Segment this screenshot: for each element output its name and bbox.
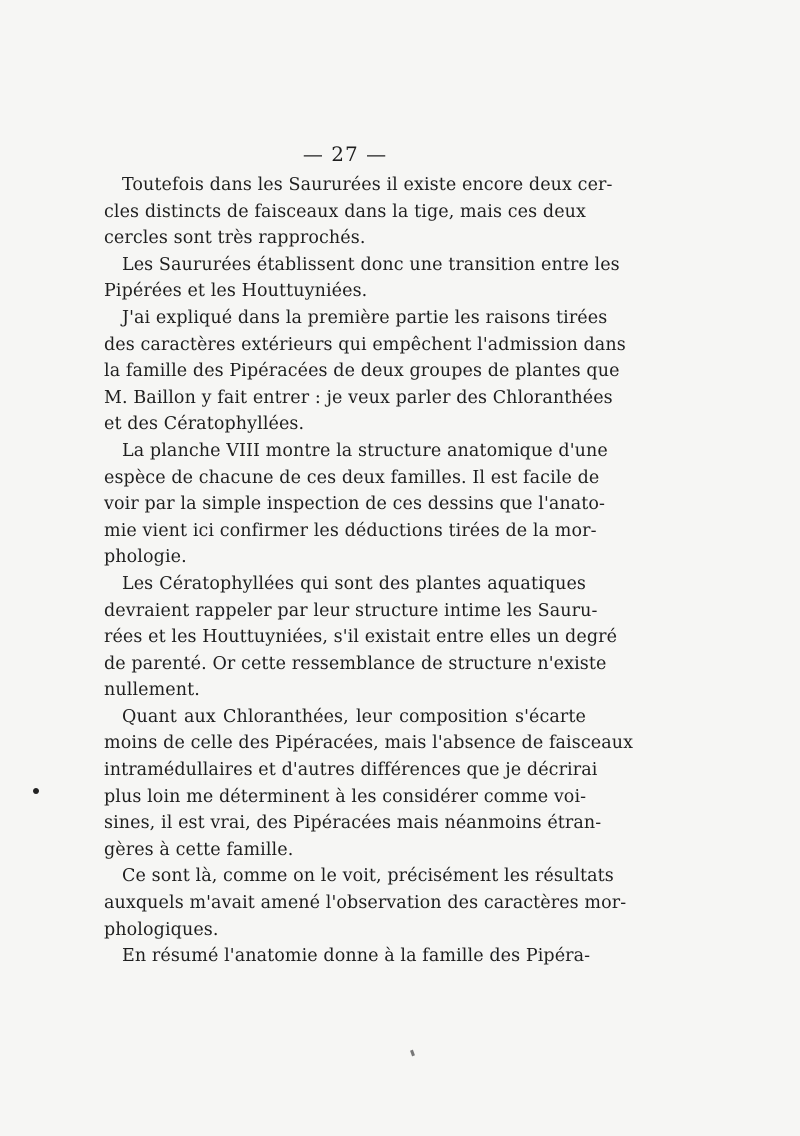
page-number: — 27 — bbox=[302, 142, 388, 166]
text-line: Quant aux Chloranthées, leur composition s'écarte bbox=[122, 706, 586, 727]
text-line: phologie. bbox=[104, 547, 187, 568]
text-line: et des Cératophyllées. bbox=[104, 414, 305, 435]
text-line: Les Saururées établissent donc une transition entre les bbox=[122, 254, 620, 275]
text-line: plus loin me déterminent à les considérer comme voi- bbox=[104, 786, 587, 807]
body-text bbox=[104, 172, 634, 970]
text-line: rées et les Houttuyniées, s'il existait entre elles un degré bbox=[104, 627, 618, 648]
text-line: M. Baillon y fait entrer : je veux parler des Chloranthées bbox=[104, 387, 613, 408]
text-line: des caractères extérieurs qui empêchent l'admission dans bbox=[104, 334, 626, 355]
text-line: Les Cératophyllées qui sont des plantes aquatiques bbox=[122, 573, 586, 594]
text-line: devraient rappeler par leur structure intime les Sauru- bbox=[104, 600, 598, 621]
text-line: nullement. bbox=[104, 680, 200, 701]
text-line: voir par la simple inspection de ces dessins que l'anato- bbox=[104, 494, 606, 515]
text-line: sines, il est vrai, des Pipéracées mais néanmoins étran- bbox=[104, 813, 602, 834]
ink-speck bbox=[33, 788, 39, 794]
text-line: mie vient ici confirmer les déductions tirées de la mor- bbox=[104, 520, 597, 541]
text-line: phologiques. bbox=[104, 919, 219, 940]
text-line: En résumé l'anatomie donne à la famille des Pipéra- bbox=[122, 946, 591, 967]
text-line: auxquels m'avait amené l'observation des caractères mor- bbox=[104, 893, 627, 914]
text-line: de parenté. Or cette ressemblance de structure n'existe bbox=[104, 653, 607, 674]
text-line: la famille des Pipéracées de deux groupes de plantes que bbox=[104, 361, 620, 382]
text-line: Toutefois dans les Saururées il existe encore deux cer- bbox=[122, 175, 613, 195]
text-line: Ce sont là, comme on le voit, précisément les résultats bbox=[122, 866, 614, 887]
text-line: cercles sont très rapprochés. bbox=[104, 228, 366, 249]
text-line: moins de celle des Pipéracées, mais l'absence de faisceaux bbox=[104, 733, 634, 754]
text-line: La planche VIII montre la structure anatomique d'une bbox=[122, 440, 608, 461]
ink-mark bbox=[410, 1050, 415, 1057]
text-line: intramédullaires et d'autres différences que je décrirai bbox=[104, 760, 598, 781]
text-line: gères à cette famille. bbox=[104, 839, 294, 860]
text-line: J'ai expliqué dans la première partie les raisons tirées bbox=[122, 307, 608, 328]
text-line: cles distincts de faisceaux dans la tige, mais ces deux bbox=[104, 201, 586, 222]
text-line: Pipérées et les Houttuyniées. bbox=[104, 281, 368, 302]
text-line: espèce de chacune de ces deux familles. Il est facile de bbox=[104, 467, 600, 488]
